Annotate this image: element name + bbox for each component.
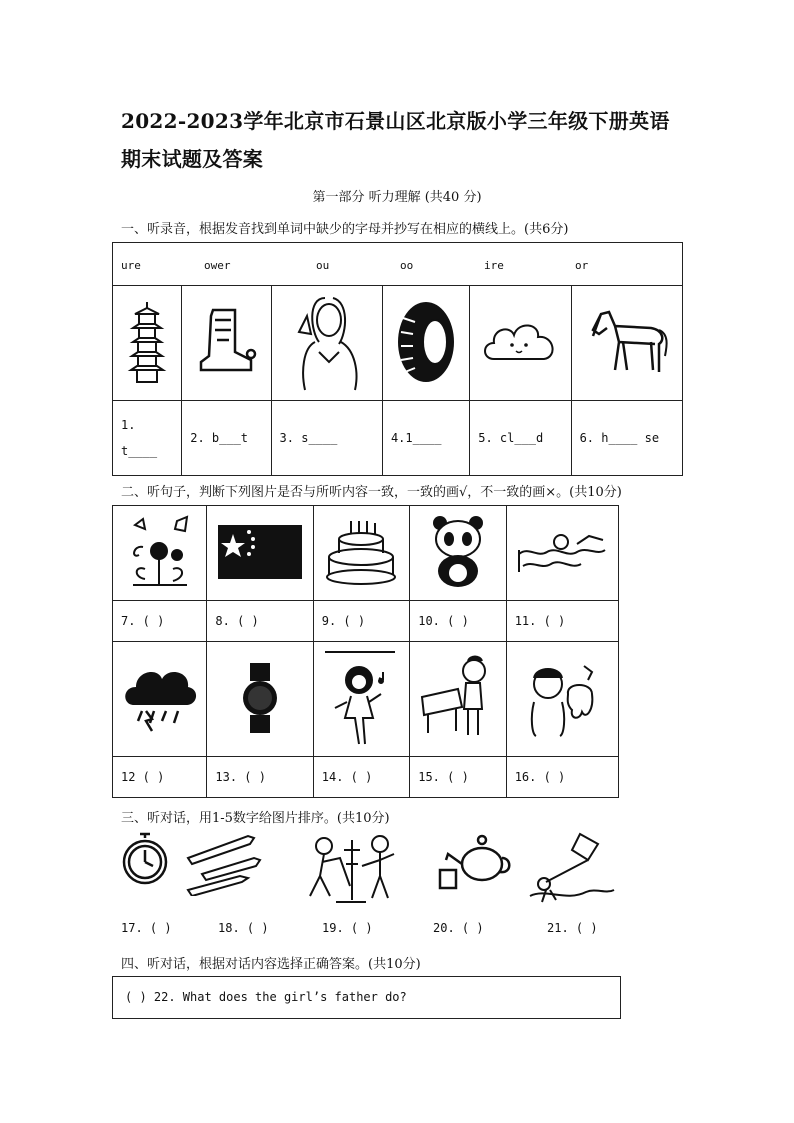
item-10-label: 10. ( ) <box>410 601 506 642</box>
item-18-label: 18. ( ) <box>218 921 269 935</box>
planting-trees-icon <box>300 830 400 910</box>
option-ower: ower <box>204 259 231 272</box>
option-oo: oo <box>400 259 414 272</box>
horse-icon <box>571 286 682 401</box>
section-4-heading: 四、听对话，根据对话内容选择正确答案。(共10分) <box>121 957 421 972</box>
butterfly-flower-icon <box>113 506 207 601</box>
item-8-label: 8. ( ) <box>207 601 313 642</box>
section-1-heading: 一、听录音，根据发音找到单词中缺少的字母并抄写在相应的横线上。(共6分) <box>121 222 569 237</box>
watch-icon <box>207 642 313 757</box>
option-ou: ou <box>316 259 330 272</box>
option-ure: ure <box>121 259 141 272</box>
pencils-icon <box>184 830 264 900</box>
pagoda-icon <box>113 286 182 401</box>
section-3-pictures <box>112 830 632 910</box>
item-2-label: 2. b___t <box>182 401 271 476</box>
title-line-2: 期末试题及答案 <box>121 147 264 171</box>
item-6-label: 6. h____ se <box>571 401 682 476</box>
item-20-label: 20. ( ) <box>433 921 484 935</box>
section-2-table <box>112 505 619 798</box>
options-row <box>113 243 683 286</box>
item-11-label: 11. ( ) <box>506 601 618 642</box>
item-21-label: 21. ( ) <box>547 921 598 935</box>
birthday-cake-icon <box>313 506 409 601</box>
teapot-icon <box>436 830 512 898</box>
item-7-label: 7. ( ) <box>113 601 207 642</box>
item-15-label: 15. ( ) <box>410 757 506 798</box>
china-flag-icon <box>207 506 313 601</box>
panda-icon <box>410 506 506 601</box>
question-22-box <box>112 976 621 1019</box>
part-heading: 第一部分 听力理解 (共40 分) <box>312 190 482 205</box>
section-2-heading: 二、听句子，判断下列图片是否与所听内容一致，一致的画√，不一致的画×。(共10分) <box>121 485 622 500</box>
item-3-label: 3. s____ <box>271 401 382 476</box>
item-19-label: 19. ( ) <box>322 921 373 935</box>
cloud-icon <box>470 286 571 401</box>
item-1-label: 1. t____ <box>113 401 182 476</box>
item-13-label: 13. ( ) <box>207 757 313 798</box>
labels-row <box>113 401 683 476</box>
item-16-label: 16. ( ) <box>506 757 618 798</box>
item-9-label: 9. ( ) <box>313 601 409 642</box>
kite-icon <box>526 830 616 910</box>
option-or: or <box>575 259 589 272</box>
woman-icon <box>271 286 382 401</box>
option-ire: ire <box>484 259 504 272</box>
item-12-label: 12 ( ) <box>113 757 207 798</box>
title-line-1: 2022-2023学年北京市石景山区北京版小学三年级下册英语 <box>121 109 670 133</box>
options-cell <box>113 243 683 286</box>
swimming-icon <box>506 506 618 601</box>
item-4-label: 4.1____ <box>382 401 469 476</box>
page-title <box>121 102 701 178</box>
dentist-icon <box>506 642 618 757</box>
singing-girl-icon <box>313 642 409 757</box>
piano-icon <box>410 642 506 757</box>
item-14-label: 14. ( ) <box>313 757 409 798</box>
section-1-table <box>112 242 683 476</box>
pictures-row <box>113 286 683 401</box>
tyre-icon <box>382 286 469 401</box>
boot-icon <box>182 286 271 401</box>
item-5-label: 5. cl___d <box>470 401 571 476</box>
section-3-heading: 三、听对话，用1-5数字给图片排序。(共10分) <box>121 811 390 826</box>
rain-cloud-icon <box>113 642 207 757</box>
clock-icon <box>120 830 170 890</box>
question-22: ( ) 22. What does the girl’s father do? <box>125 990 407 1004</box>
item-17-label: 17. ( ) <box>121 921 172 935</box>
